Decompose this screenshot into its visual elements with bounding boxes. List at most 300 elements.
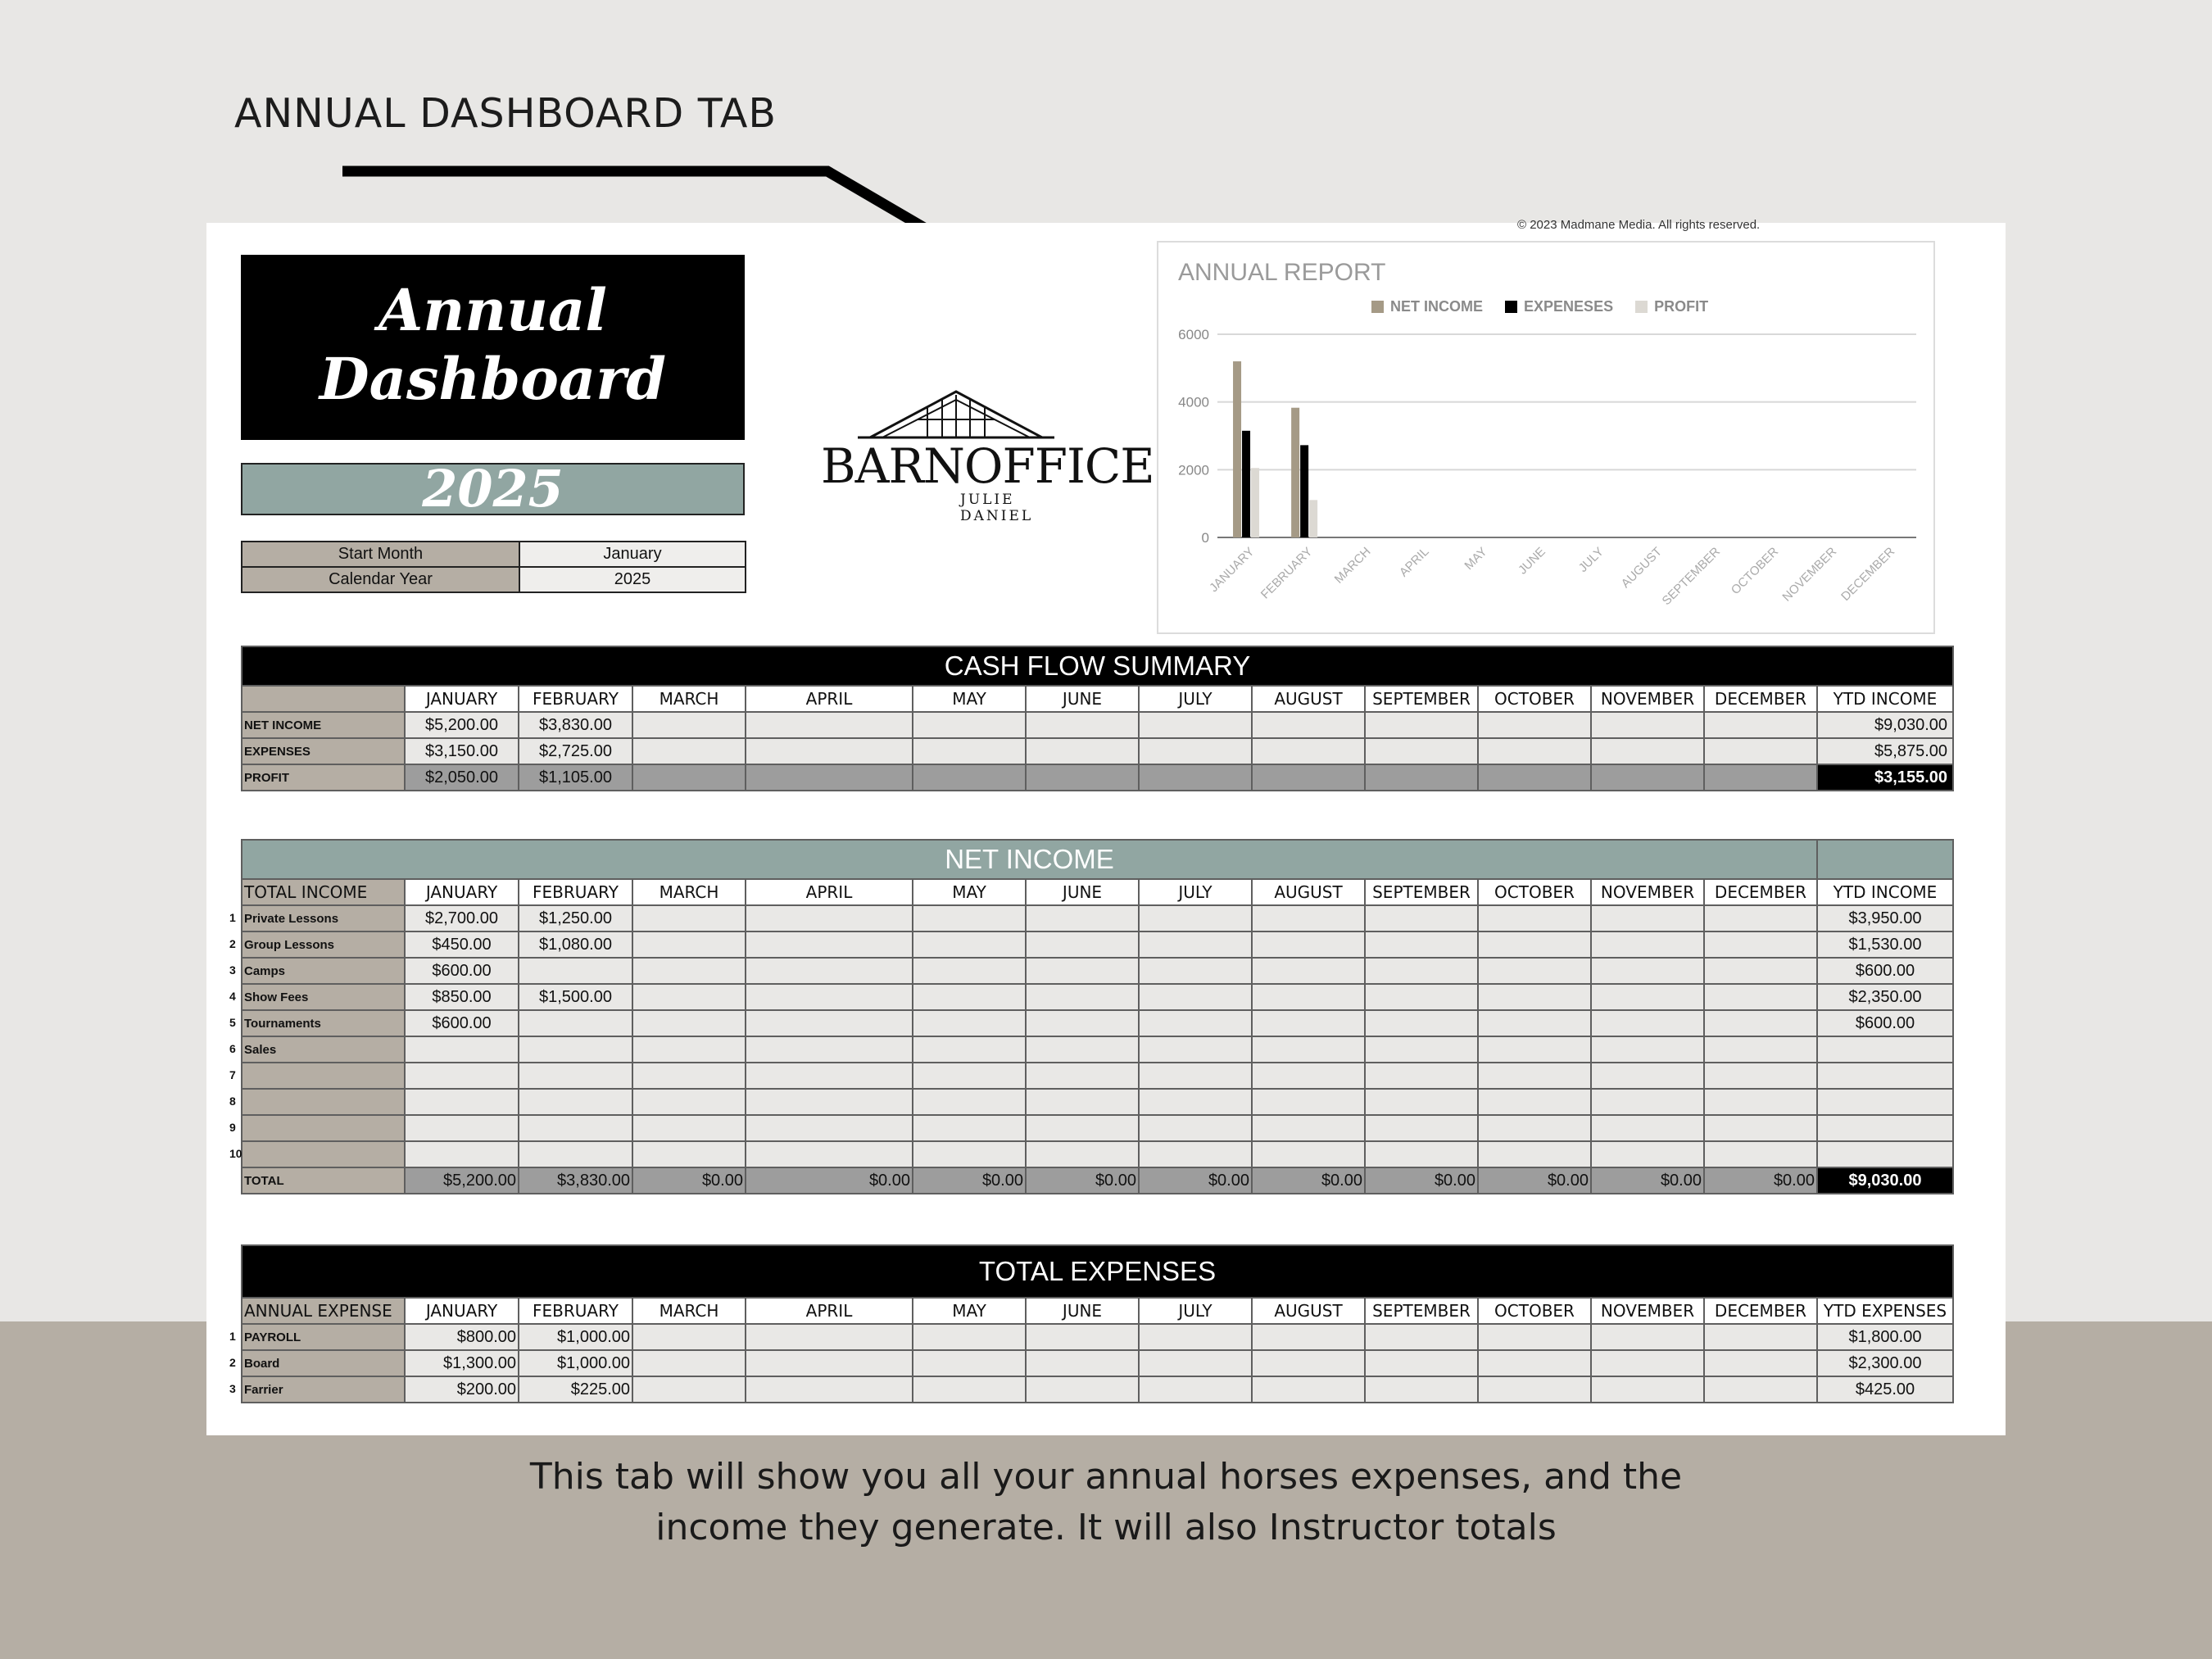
- table-cell[interactable]: [1026, 1115, 1139, 1141]
- row-label[interactable]: [229, 1089, 405, 1115]
- table-cell[interactable]: $1,105.00: [519, 764, 632, 791]
- y-tick-label: 4000: [1178, 394, 1209, 410]
- table-cell[interactable]: [1704, 1324, 1817, 1350]
- table-cell[interactable]: [632, 1350, 746, 1376]
- table-cell[interactable]: [1365, 1063, 1478, 1089]
- table-cell[interactable]: [1026, 1324, 1139, 1350]
- table-cell[interactable]: [632, 764, 746, 791]
- table-cell[interactable]: [1026, 905, 1139, 931]
- x-tick-label: APRIL: [1396, 544, 1432, 580]
- table-cell[interactable]: [1252, 958, 1365, 984]
- row-number: 10: [229, 1147, 243, 1160]
- table-cell[interactable]: [519, 958, 632, 984]
- ytd-cell: [1817, 1141, 1953, 1167]
- table-cell[interactable]: [746, 1376, 913, 1403]
- row-number: 5: [229, 1016, 236, 1029]
- table-cell[interactable]: [1365, 764, 1478, 791]
- table-cell[interactable]: [1478, 984, 1591, 1010]
- table-cell[interactable]: $225.00: [519, 1376, 632, 1403]
- ytd-cell: $2,300.00: [1817, 1350, 1953, 1376]
- total-cell: $0.00: [1139, 1167, 1252, 1194]
- table-cell[interactable]: [1704, 1350, 1817, 1376]
- row-label[interactable]: [229, 1036, 405, 1063]
- column-header-month: DECEMBER: [1704, 686, 1817, 712]
- table-cell[interactable]: [1026, 984, 1139, 1010]
- table-cell[interactable]: [1478, 764, 1591, 791]
- table-cell[interactable]: [519, 1089, 632, 1115]
- table-cell[interactable]: [1478, 1063, 1591, 1089]
- column-header-month: OCTOBER: [1478, 879, 1591, 905]
- column-header-month: APRIL: [746, 1298, 913, 1324]
- table-cell[interactable]: [1252, 1141, 1365, 1167]
- table-cell[interactable]: [632, 738, 746, 764]
- table-cell[interactable]: [1252, 1036, 1365, 1063]
- table-cell[interactable]: [746, 1350, 913, 1376]
- column-header-month: SEPTEMBER: [1365, 686, 1478, 712]
- table-cell[interactable]: [913, 905, 1026, 931]
- table-cell[interactable]: [913, 764, 1026, 791]
- table-cell[interactable]: [1365, 958, 1478, 984]
- table-cell[interactable]: [1478, 1115, 1591, 1141]
- table-cell[interactable]: [1139, 958, 1252, 984]
- table-cell[interactable]: [746, 958, 913, 984]
- dashboard-title: [241, 255, 745, 440]
- table-cell[interactable]: [913, 984, 1026, 1010]
- row-number: 6: [229, 1042, 236, 1055]
- table-cell[interactable]: [1591, 931, 1704, 958]
- row-label-text: Farrier: [244, 1382, 283, 1397]
- calendar-year-input[interactable]: 2025: [519, 567, 746, 592]
- table-cell[interactable]: $600.00: [405, 958, 519, 984]
- table-cell[interactable]: [1704, 905, 1817, 931]
- table-cell[interactable]: [913, 931, 1026, 958]
- table-cell[interactable]: [1026, 1063, 1139, 1089]
- table-cell[interactable]: [1591, 958, 1704, 984]
- table-cell[interactable]: [1591, 1036, 1704, 1063]
- table-cell[interactable]: [1139, 1376, 1252, 1403]
- column-header-month: AUGUST: [1252, 1298, 1365, 1324]
- caption-line-1: This tab will show you all your annual horses expenses, and the: [529, 1456, 1683, 1498]
- table-cell[interactable]: [1252, 1063, 1365, 1089]
- table-cell[interactable]: [632, 905, 746, 931]
- table-cell[interactable]: [746, 1089, 913, 1115]
- x-tick-label: SEPTEMBER: [1659, 544, 1724, 609]
- column-header-month: JUNE: [1026, 1298, 1139, 1324]
- table-cell[interactable]: [746, 712, 913, 738]
- table-cell[interactable]: [913, 1350, 1026, 1376]
- table-cell[interactable]: [1026, 738, 1139, 764]
- table-cell[interactable]: [1139, 931, 1252, 958]
- ytd-cell: $3,950.00: [1817, 905, 1953, 931]
- row-label-text: Board: [244, 1356, 280, 1371]
- table-cell[interactable]: [1591, 712, 1704, 738]
- caption-line-2: income they generate. It will also Instructor totals: [655, 1507, 1557, 1548]
- row-label[interactable]: [229, 931, 405, 958]
- table-cell[interactable]: [1139, 1089, 1252, 1115]
- column-header-month: JUNE: [1026, 686, 1139, 712]
- table-cell[interactable]: [1252, 1376, 1365, 1403]
- table-cell[interactable]: $1,080.00: [519, 931, 632, 958]
- row-label[interactable]: [229, 1010, 405, 1036]
- table-cell[interactable]: [1139, 1141, 1252, 1167]
- row-number: 1: [229, 911, 236, 924]
- table-cell[interactable]: $5,200.00: [405, 712, 519, 738]
- column-header-month: APRIL: [746, 686, 913, 712]
- table-cell[interactable]: $3,830.00: [519, 712, 632, 738]
- column-header-month: AUGUST: [1252, 879, 1365, 905]
- table-cell[interactable]: [632, 1115, 746, 1141]
- table-cell[interactable]: [746, 738, 913, 764]
- row-number: 3: [229, 963, 236, 977]
- table-cell[interactable]: $1,500.00: [519, 984, 632, 1010]
- column-header-month: OCTOBER: [1478, 686, 1591, 712]
- table-cell[interactable]: $3,150.00: [405, 738, 519, 764]
- row-number: 4: [229, 990, 236, 1003]
- table-cell[interactable]: [1704, 958, 1817, 984]
- table-cell[interactable]: [632, 958, 746, 984]
- column-header-month: SEPTEMBER: [1365, 1298, 1478, 1324]
- table-cell[interactable]: [519, 1115, 632, 1141]
- table-cell[interactable]: [1704, 712, 1817, 738]
- row-label-text: Camps: [244, 963, 286, 978]
- table-cell[interactable]: [1478, 905, 1591, 931]
- table-cell[interactable]: [1252, 1010, 1365, 1036]
- column-header-ytd: YTD EXPENSES: [1817, 1298, 1953, 1324]
- table-row: [242, 905, 1953, 931]
- settings-row: [242, 567, 746, 592]
- barnoffice-logo: [821, 387, 1154, 524]
- column-header-month: JANUARY: [405, 686, 519, 712]
- table-row: [242, 712, 1953, 738]
- table-cell[interactable]: [632, 1324, 746, 1350]
- legend-swatch-net-income: [1371, 301, 1384, 313]
- table-cell[interactable]: [1704, 738, 1817, 764]
- table-cell[interactable]: [1252, 984, 1365, 1010]
- table-cell[interactable]: [632, 931, 746, 958]
- copyright-text: © 2023 Madmane Media. All rights reserved.: [1517, 218, 1761, 232]
- column-header-month: FEBRUARY: [519, 686, 632, 712]
- total-cell: $0.00: [1026, 1167, 1139, 1194]
- table-cell[interactable]: [1704, 764, 1817, 791]
- table-cell[interactable]: [1026, 712, 1139, 738]
- expenses-table: [229, 1244, 1954, 1403]
- table-cell[interactable]: [519, 1063, 632, 1089]
- table-cell[interactable]: [1365, 1010, 1478, 1036]
- table-cell[interactable]: [632, 712, 746, 738]
- row-label: NET INCOME: [242, 712, 405, 738]
- table-row: [242, 1089, 1953, 1115]
- expenses-title: TOTAL EXPENSES: [242, 1245, 1953, 1298]
- table-cell[interactable]: [1139, 1036, 1252, 1063]
- table-cell[interactable]: [1365, 712, 1478, 738]
- table-cell[interactable]: [1591, 1376, 1704, 1403]
- table-cell[interactable]: [632, 1141, 746, 1167]
- table-cell[interactable]: [913, 1376, 1026, 1403]
- spreadsheet-screenshot: [206, 218, 2006, 1435]
- table-cell[interactable]: [1478, 931, 1591, 958]
- table-cell[interactable]: [1026, 1141, 1139, 1167]
- row-label[interactable]: [229, 1141, 405, 1167]
- row-label[interactable]: [229, 958, 405, 984]
- table-cell[interactable]: [1139, 1324, 1252, 1350]
- table-cell[interactable]: [1252, 712, 1365, 738]
- table-cell[interactable]: [1139, 1350, 1252, 1376]
- legend-swatch-profit: [1635, 301, 1648, 313]
- table-cell[interactable]: [913, 1089, 1026, 1115]
- table-cell[interactable]: [1478, 1141, 1591, 1167]
- logo-wordmark: BARNOFFICE: [821, 438, 1154, 494]
- total-cell: $0.00: [1252, 1167, 1365, 1194]
- table-cell[interactable]: [1139, 1063, 1252, 1089]
- total-cell: $0.00: [913, 1167, 1026, 1194]
- ytd-cell: $5,875.00: [1817, 738, 1953, 764]
- chart-title: ANNUAL REPORT: [1178, 259, 1386, 286]
- table-cell[interactable]: [913, 738, 1026, 764]
- table-cell[interactable]: [632, 1063, 746, 1089]
- table-cell[interactable]: [913, 1063, 1026, 1089]
- table-cell[interactable]: [746, 1141, 913, 1167]
- table-cell[interactable]: [1139, 905, 1252, 931]
- table-cell[interactable]: [1365, 1115, 1478, 1141]
- ytd-cell: [1817, 1115, 1953, 1141]
- caption: [0, 1452, 2212, 1553]
- table-cell[interactable]: [746, 1115, 913, 1141]
- x-tick-label: FEBRUARY: [1258, 544, 1316, 602]
- table-cell[interactable]: [1365, 738, 1478, 764]
- table-row: [242, 1350, 1953, 1376]
- table-cell[interactable]: [1704, 1141, 1817, 1167]
- table-cell[interactable]: $850.00: [405, 984, 519, 1010]
- bar-expeneses: [1300, 445, 1308, 537]
- table-cell[interactable]: [405, 1063, 519, 1089]
- table-cell[interactable]: [1591, 1324, 1704, 1350]
- ytd-cell: $425.00: [1817, 1376, 1953, 1403]
- table-cell[interactable]: [1478, 958, 1591, 984]
- table-cell[interactable]: [1252, 1324, 1365, 1350]
- table-cell[interactable]: [405, 1141, 519, 1167]
- row-label[interactable]: [229, 905, 405, 931]
- table-cell[interactable]: [1026, 1350, 1139, 1376]
- column-header-month: MARCH: [632, 686, 746, 712]
- table-cell[interactable]: [1478, 1036, 1591, 1063]
- start-month-input[interactable]: January: [519, 542, 746, 567]
- legend-label: PROFIT: [1654, 298, 1709, 315]
- table-cell[interactable]: [1365, 905, 1478, 931]
- table-cell[interactable]: [1252, 905, 1365, 931]
- table-cell[interactable]: [1252, 764, 1365, 791]
- column-header-month: NOVEMBER: [1591, 879, 1704, 905]
- table-row: [242, 1141, 1953, 1167]
- table-cell[interactable]: [1252, 931, 1365, 958]
- table-cell[interactable]: [1704, 1376, 1817, 1403]
- row-label[interactable]: [229, 1376, 405, 1403]
- table-cell[interactable]: [913, 958, 1026, 984]
- row-label-text: Tournaments: [244, 1016, 321, 1031]
- table-cell[interactable]: [746, 1010, 913, 1036]
- table-cell[interactable]: $2,050.00: [405, 764, 519, 791]
- table-cell[interactable]: [1591, 984, 1704, 1010]
- table-cell[interactable]: $1,250.00: [519, 905, 632, 931]
- table-cell[interactable]: [746, 984, 913, 1010]
- row-label-text: Sales: [244, 1042, 277, 1057]
- table-cell[interactable]: [632, 984, 746, 1010]
- table-cell[interactable]: [1365, 1141, 1478, 1167]
- table-cell[interactable]: [1252, 738, 1365, 764]
- bar-expeneses: [1242, 431, 1250, 537]
- table-cell[interactable]: [519, 1141, 632, 1167]
- row-label[interactable]: [229, 1063, 405, 1089]
- table-cell[interactable]: [405, 1089, 519, 1115]
- table-cell[interactable]: [1591, 1063, 1704, 1089]
- table-row: [242, 1036, 1953, 1063]
- table-cell[interactable]: [1365, 1376, 1478, 1403]
- column-header-month: OCTOBER: [1478, 1298, 1591, 1324]
- table-cell[interactable]: [1704, 1010, 1817, 1036]
- title-row: [242, 646, 1953, 686]
- table-cell[interactable]: [1139, 984, 1252, 1010]
- column-header-month: JANUARY: [405, 879, 519, 905]
- x-tick-label: MAY: [1462, 544, 1490, 573]
- table-cell[interactable]: [1026, 1376, 1139, 1403]
- table-cell[interactable]: [746, 1036, 913, 1063]
- column-header-month: JUNE: [1026, 879, 1139, 905]
- table-cell[interactable]: [913, 1036, 1026, 1063]
- table-cell[interactable]: [519, 1010, 632, 1036]
- column-header-month: JULY: [1139, 686, 1252, 712]
- table-cell[interactable]: [1139, 1115, 1252, 1141]
- row-label[interactable]: [229, 984, 405, 1010]
- table-cell[interactable]: [1478, 1324, 1591, 1350]
- table-cell[interactable]: $1,000.00: [519, 1324, 632, 1350]
- table-cell[interactable]: [1365, 1324, 1478, 1350]
- table-cell[interactable]: [1478, 1376, 1591, 1403]
- table-cell[interactable]: [1252, 1089, 1365, 1115]
- table-cell[interactable]: $200.00: [405, 1376, 519, 1403]
- table-cell[interactable]: [1252, 1115, 1365, 1141]
- table-cell[interactable]: [1139, 738, 1252, 764]
- column-header-month: MAY: [913, 879, 1026, 905]
- table-cell[interactable]: [519, 1036, 632, 1063]
- table-cell[interactable]: [746, 905, 913, 931]
- table-cell[interactable]: [746, 764, 913, 791]
- table-row: [242, 1324, 1953, 1350]
- total-cell: $0.00: [1591, 1167, 1704, 1194]
- row-number: 2: [229, 937, 236, 950]
- table-cell[interactable]: [1591, 1010, 1704, 1036]
- table-cell[interactable]: [1704, 1036, 1817, 1063]
- column-header-ytd: YTD INCOME: [1817, 686, 1953, 712]
- column-header-label: ANNUAL EXPENSE: [242, 1298, 405, 1324]
- table-cell[interactable]: [1704, 1115, 1817, 1141]
- total-cell: $0.00: [746, 1167, 913, 1194]
- table-cell[interactable]: [1704, 931, 1817, 958]
- table-cell[interactable]: [405, 1115, 519, 1141]
- table-cell[interactable]: [1026, 1036, 1139, 1063]
- table-cell[interactable]: [1591, 764, 1704, 791]
- row-number: 3: [229, 1382, 236, 1395]
- table-cell[interactable]: [746, 1324, 913, 1350]
- table-cell[interactable]: [913, 1141, 1026, 1167]
- total-label: TOTAL: [242, 1167, 405, 1194]
- row-label-text: PAYROLL: [244, 1330, 301, 1344]
- table-cell[interactable]: [1365, 1036, 1478, 1063]
- table-cell[interactable]: [746, 1063, 913, 1089]
- table-cell[interactable]: [1365, 1089, 1478, 1115]
- table-cell[interactable]: [913, 1324, 1026, 1350]
- row-label[interactable]: [229, 1324, 405, 1350]
- table-cell[interactable]: [1478, 738, 1591, 764]
- table-cell[interactable]: [913, 712, 1026, 738]
- table-cell[interactable]: [1704, 1089, 1817, 1115]
- table-cell[interactable]: $800.00: [405, 1324, 519, 1350]
- table-cell[interactable]: $2,725.00: [519, 738, 632, 764]
- table-cell[interactable]: [746, 931, 913, 958]
- column-header-month: NOVEMBER: [1591, 686, 1704, 712]
- table-cell[interactable]: [632, 1089, 746, 1115]
- table-cell[interactable]: [1026, 958, 1139, 984]
- table-cell[interactable]: [632, 1376, 746, 1403]
- table-cell[interactable]: $600.00: [405, 1010, 519, 1036]
- row-number: 9: [229, 1121, 236, 1134]
- total-cell: $3,830.00: [519, 1167, 632, 1194]
- table-cell[interactable]: $1,000.00: [519, 1350, 632, 1376]
- table-cell[interactable]: [1252, 1350, 1365, 1376]
- row-label[interactable]: [229, 1115, 405, 1141]
- table-cell[interactable]: [1478, 1350, 1591, 1376]
- table-cell[interactable]: [1139, 712, 1252, 738]
- table-cell[interactable]: [1026, 1089, 1139, 1115]
- table-cell[interactable]: [1026, 931, 1139, 958]
- table-row: [242, 738, 1953, 764]
- table-cell[interactable]: [1704, 984, 1817, 1010]
- row-label: PROFIT: [242, 764, 405, 791]
- table-cell[interactable]: [913, 1010, 1026, 1036]
- table-cell[interactable]: [1026, 764, 1139, 791]
- table-cell[interactable]: [632, 1010, 746, 1036]
- legend-label: EXPENESES: [1524, 298, 1614, 315]
- table-cell[interactable]: [1478, 1010, 1591, 1036]
- table-cell[interactable]: [1026, 1010, 1139, 1036]
- table-cell[interactable]: [1591, 1089, 1704, 1115]
- table-row: [242, 1376, 1953, 1403]
- table-cell[interactable]: [405, 1036, 519, 1063]
- table-cell[interactable]: [632, 1036, 746, 1063]
- table-cell[interactable]: [1478, 1089, 1591, 1115]
- table-cell[interactable]: [1139, 764, 1252, 791]
- table-cell[interactable]: [1591, 738, 1704, 764]
- table-cell[interactable]: [1591, 905, 1704, 931]
- row-label[interactable]: [229, 1350, 405, 1376]
- table-cell[interactable]: [1704, 1063, 1817, 1089]
- table-cell[interactable]: $1,300.00: [405, 1350, 519, 1376]
- total-cell: $0.00: [1704, 1167, 1817, 1194]
- table-cell[interactable]: [1365, 1350, 1478, 1376]
- y-tick-label: 6000: [1178, 327, 1209, 342]
- table-cell[interactable]: $450.00: [405, 931, 519, 958]
- table-cell[interactable]: [913, 1115, 1026, 1141]
- table-cell[interactable]: $2,700.00: [405, 905, 519, 931]
- table-cell[interactable]: [1365, 984, 1478, 1010]
- title-line-1: Annual: [378, 276, 607, 344]
- total-cell: $0.00: [1365, 1167, 1478, 1194]
- table-cell[interactable]: [1591, 1115, 1704, 1141]
- table-cell[interactable]: [1139, 1010, 1252, 1036]
- table-cell[interactable]: [1365, 931, 1478, 958]
- table-cell[interactable]: [1591, 1141, 1704, 1167]
- table-cell[interactable]: [1478, 712, 1591, 738]
- header-row: [242, 1298, 1953, 1324]
- table-cell[interactable]: [1591, 1350, 1704, 1376]
